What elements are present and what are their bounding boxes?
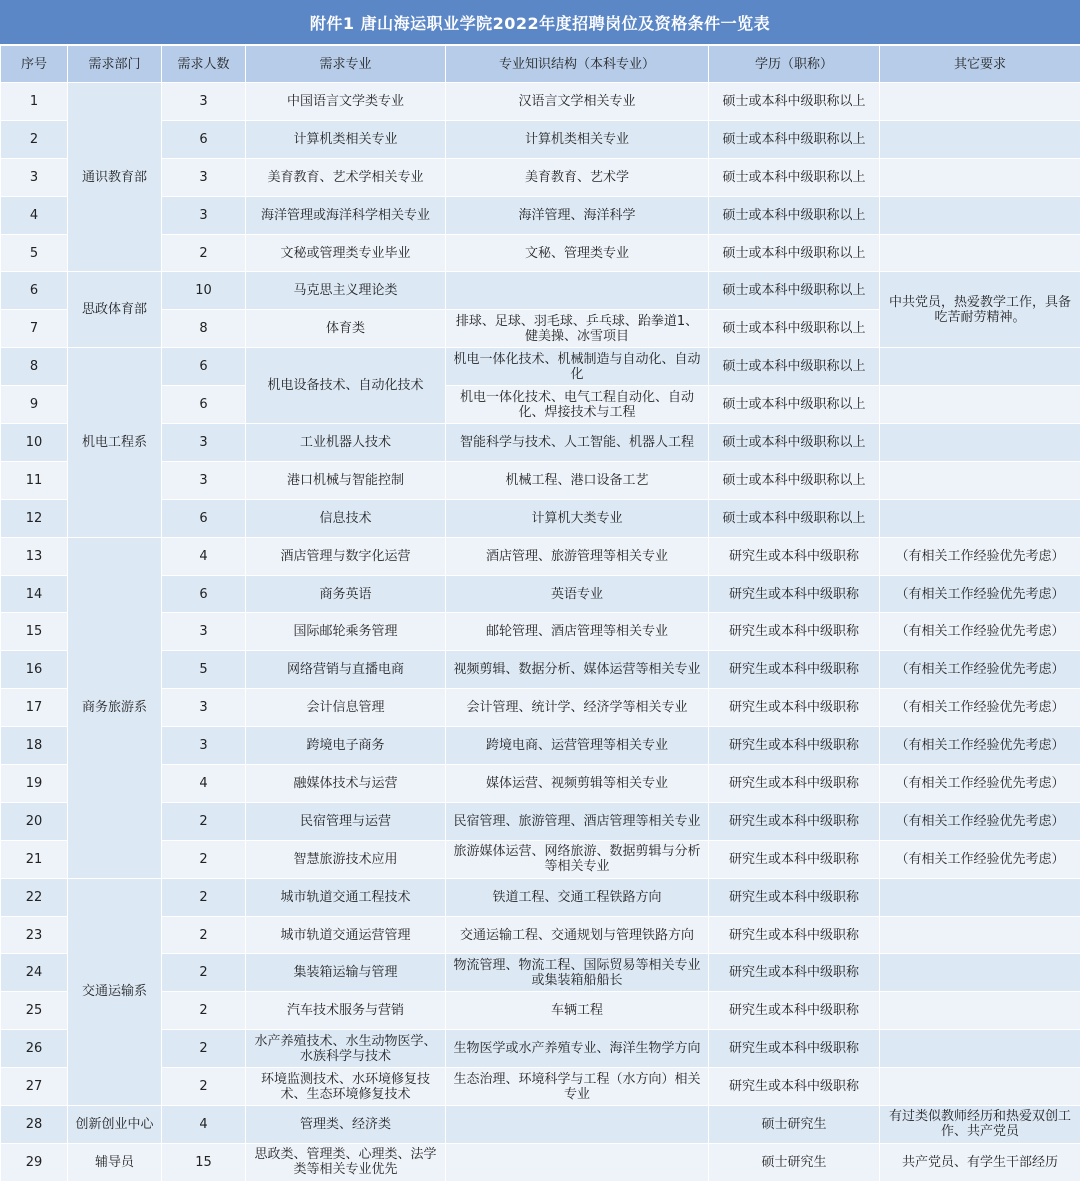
- cell-other: [880, 461, 1080, 499]
- cell-no: 6: [1, 272, 68, 310]
- cell-count: 2: [162, 878, 246, 916]
- cell-other: [880, 158, 1080, 196]
- cell-major: 跨境电子商务: [246, 727, 446, 765]
- table-row: [1, 537, 1080, 575]
- table-row: [1, 992, 1080, 1030]
- cell-count: 3: [162, 158, 246, 196]
- cell-knowledge: 英语专业: [446, 575, 709, 613]
- cell-education: 硕士或本科中级职称以上: [709, 120, 880, 158]
- cell-count: 2: [162, 1068, 246, 1106]
- cell-knowledge: 酒店管理、旅游管理等相关专业: [446, 537, 709, 575]
- cell-major: 信息技术: [246, 499, 446, 537]
- table-row: [1, 840, 1080, 878]
- cell-education: 研究生或本科中级职称: [709, 765, 880, 803]
- cell-count: 3: [162, 727, 246, 765]
- table-row: [1, 196, 1080, 234]
- cell-knowledge: 计算机类相关专业: [446, 120, 709, 158]
- cell-dept: 通识教育部: [68, 83, 162, 272]
- cell-other: （有相关工作经验优先考虑）: [880, 651, 1080, 689]
- cell-knowledge: 民宿管理、旅游管理、酒店管理等相关专业: [446, 802, 709, 840]
- cell-major: 城市轨道交通工程技术: [246, 878, 446, 916]
- cell-major: 酒店管理与数字化运营: [246, 537, 446, 575]
- cell-knowledge: 交通运输工程、交通规划与管理铁路方向: [446, 916, 709, 954]
- cell-count: 3: [162, 689, 246, 727]
- cell-education: 硕士或本科中级职称以上: [709, 424, 880, 462]
- cell-education: 硕士或本科中级职称以上: [709, 83, 880, 121]
- cell-no: 27: [1, 1068, 68, 1106]
- cell-no: 2: [1, 120, 68, 158]
- col-header-other: 其它要求: [880, 46, 1080, 83]
- cell-other: （有相关工作经验优先考虑）: [880, 613, 1080, 651]
- cell-education: 研究生或本科中级职称: [709, 878, 880, 916]
- cell-major: 马克思主义理论类: [246, 272, 446, 310]
- cell-count: 2: [162, 234, 246, 272]
- cell-knowledge: 机电一体化技术、电气工程自动化、自动化、焊接技术与工程: [446, 386, 709, 424]
- table-row: [1, 575, 1080, 613]
- cell-education: 研究生或本科中级职称: [709, 954, 880, 992]
- cell-no: 16: [1, 651, 68, 689]
- cell-count: 2: [162, 954, 246, 992]
- table-row: [1, 386, 1080, 424]
- cell-major: 城市轨道交通运营管理: [246, 916, 446, 954]
- cell-other: （有相关工作经验优先考虑）: [880, 689, 1080, 727]
- cell-knowledge: 海洋管理、海洋科学: [446, 196, 709, 234]
- cell-other: [880, 954, 1080, 992]
- cell-major: 网络营销与直播电商: [246, 651, 446, 689]
- cell-major: 汽车技术服务与营销: [246, 992, 446, 1030]
- cell-education: 硕士或本科中级职称以上: [709, 158, 880, 196]
- cell-dept: 商务旅游系: [68, 537, 162, 878]
- cell-no: 1: [1, 83, 68, 121]
- cell-knowledge: 物流管理、物流工程、国际贸易等相关专业或集装箱船船长: [446, 954, 709, 992]
- cell-other: （有相关工作经验优先考虑）: [880, 575, 1080, 613]
- cell-count: 3: [162, 613, 246, 651]
- cell-major: 智慧旅游技术应用: [246, 840, 446, 878]
- table-title: 附件1 唐山海运职业学院2022年度招聘岗位及资格条件一览表: [0, 0, 1080, 45]
- cell-education: 硕士或本科中级职称以上: [709, 310, 880, 348]
- cell-other: 有过类似教师经历和热爱双创工作、共产党员: [880, 1106, 1080, 1144]
- cell-other: [880, 424, 1080, 462]
- cell-education: 研究生或本科中级职称: [709, 840, 880, 878]
- cell-no: 29: [1, 1143, 68, 1181]
- table-row: [1, 1143, 1080, 1181]
- cell-no: 3: [1, 158, 68, 196]
- cell-no: 28: [1, 1106, 68, 1144]
- cell-other: [880, 499, 1080, 537]
- cell-other: [880, 1030, 1080, 1068]
- cell-major: 美育教育、艺术学相关专业: [246, 158, 446, 196]
- table-row: [1, 689, 1080, 727]
- cell-other: 共产党员、有学生干部经历: [880, 1143, 1080, 1181]
- cell-major: 集装箱运输与管理: [246, 954, 446, 992]
- table-row: [1, 878, 1080, 916]
- cell-count: 6: [162, 386, 246, 424]
- col-header-knowledge: 专业知识结构（本科专业）: [446, 46, 709, 83]
- cell-no: 19: [1, 765, 68, 803]
- cell-knowledge: 排球、足球、羽毛球、乒乓球、跆拳道1、健美操、冰雪项目: [446, 310, 709, 348]
- cell-knowledge: 美育教育、艺术学: [446, 158, 709, 196]
- cell-other: [880, 196, 1080, 234]
- recruitment-table: [0, 45, 1080, 1182]
- cell-knowledge: 机械工程、港口设备工艺: [446, 461, 709, 499]
- cell-no: 22: [1, 878, 68, 916]
- cell-major: 思政类、管理类、心理类、法学类等相关专业优先: [246, 1143, 446, 1181]
- cell-major: 中国语言文学类专业: [246, 83, 446, 121]
- cell-count: 6: [162, 575, 246, 613]
- cell-other: （有相关工作经验优先考虑）: [880, 537, 1080, 575]
- cell-knowledge: 铁道工程、交通工程铁路方向: [446, 878, 709, 916]
- cell-count: 2: [162, 802, 246, 840]
- cell-knowledge: 旅游媒体运营、网络旅游、数据剪辑与分析等相关专业: [446, 840, 709, 878]
- cell-other: [880, 120, 1080, 158]
- cell-major: 港口机械与智能控制: [246, 461, 446, 499]
- cell-other: （有相关工作经验优先考虑）: [880, 765, 1080, 803]
- cell-education: 硕士或本科中级职称以上: [709, 272, 880, 310]
- table-row: [1, 272, 1080, 310]
- cell-major: 融媒体技术与运营: [246, 765, 446, 803]
- cell-education: 研究生或本科中级职称: [709, 916, 880, 954]
- cell-count: 4: [162, 537, 246, 575]
- cell-major: 环境监测技术、水环境修复技术、生态环境修复技术: [246, 1068, 446, 1106]
- cell-no: 25: [1, 992, 68, 1030]
- cell-knowledge: 媒体运营、视频剪辑等相关专业: [446, 765, 709, 803]
- cell-other: [880, 916, 1080, 954]
- cell-major: 国际邮轮乘务管理: [246, 613, 446, 651]
- cell-count: 3: [162, 196, 246, 234]
- cell-major: 商务英语: [246, 575, 446, 613]
- table-row: [1, 954, 1080, 992]
- cell-no: 20: [1, 802, 68, 840]
- table-row: [1, 499, 1080, 537]
- cell-no: 15: [1, 613, 68, 651]
- cell-count: 2: [162, 916, 246, 954]
- cell-other: 中共党员，热爱教学工作，具备吃苦耐劳精神。: [880, 272, 1080, 348]
- cell-dept: 辅导员: [68, 1143, 162, 1181]
- col-header-dept: 需求部门: [68, 46, 162, 83]
- cell-no: 18: [1, 727, 68, 765]
- cell-major: 民宿管理与运营: [246, 802, 446, 840]
- cell-knowledge: 生物医学或水产养殖专业、海洋生物学方向: [446, 1030, 709, 1068]
- col-header-major: 需求专业: [246, 46, 446, 83]
- cell-other: [880, 878, 1080, 916]
- table-row: [1, 613, 1080, 651]
- cell-knowledge: [446, 272, 709, 310]
- table-row: [1, 424, 1080, 462]
- cell-education: 研究生或本科中级职称: [709, 727, 880, 765]
- cell-other: [880, 992, 1080, 1030]
- table-row: [1, 916, 1080, 954]
- cell-education: 硕士或本科中级职称以上: [709, 499, 880, 537]
- cell-count: 15: [162, 1143, 246, 1181]
- cell-count: 6: [162, 348, 246, 386]
- cell-education: 研究生或本科中级职称: [709, 1030, 880, 1068]
- cell-dept: 思政体育部: [68, 272, 162, 348]
- cell-knowledge: 会计管理、统计学、经济学等相关专业: [446, 689, 709, 727]
- cell-education: 研究生或本科中级职称: [709, 689, 880, 727]
- col-header-count: 需求人数: [162, 46, 246, 83]
- table-row: [1, 120, 1080, 158]
- cell-knowledge: 邮轮管理、酒店管理等相关专业: [446, 613, 709, 651]
- cell-no: 7: [1, 310, 68, 348]
- cell-count: 4: [162, 765, 246, 803]
- cell-other: （有相关工作经验优先考虑）: [880, 727, 1080, 765]
- cell-count: 4: [162, 1106, 246, 1144]
- cell-education: 硕士或本科中级职称以上: [709, 461, 880, 499]
- cell-education: 硕士或本科中级职称以上: [709, 196, 880, 234]
- cell-count: 5: [162, 651, 246, 689]
- cell-count: 2: [162, 1030, 246, 1068]
- cell-count: 10: [162, 272, 246, 310]
- table-row: [1, 765, 1080, 803]
- table-row: [1, 727, 1080, 765]
- cell-no: 4: [1, 196, 68, 234]
- cell-no: 10: [1, 424, 68, 462]
- header-row: [1, 46, 1080, 83]
- cell-major: 水产养殖技术、水生动物医学、水族科学与技术: [246, 1030, 446, 1068]
- cell-knowledge: 汉语言文学相关专业: [446, 83, 709, 121]
- cell-no: 26: [1, 1030, 68, 1068]
- cell-count: 8: [162, 310, 246, 348]
- cell-knowledge: 机电一体化技术、机械制造与自动化、自动化: [446, 348, 709, 386]
- cell-education: 研究生或本科中级职称: [709, 537, 880, 575]
- cell-other: [880, 386, 1080, 424]
- cell-education: 研究生或本科中级职称: [709, 575, 880, 613]
- cell-education: 硕士或本科中级职称以上: [709, 386, 880, 424]
- cell-major: 体育类: [246, 310, 446, 348]
- table-row: [1, 348, 1080, 386]
- cell-other: [880, 234, 1080, 272]
- cell-count: 6: [162, 120, 246, 158]
- cell-count: 3: [162, 83, 246, 121]
- cell-knowledge: 生态治理、环境科学与工程（水方向）相关专业: [446, 1068, 709, 1106]
- table-row: [1, 83, 1080, 121]
- cell-knowledge: 文秘、管理类专业: [446, 234, 709, 272]
- cell-education: 研究生或本科中级职称: [709, 992, 880, 1030]
- table-row: [1, 1068, 1080, 1106]
- cell-other: （有相关工作经验优先考虑）: [880, 840, 1080, 878]
- cell-education: 硕士研究生: [709, 1106, 880, 1144]
- cell-major: 海洋管理或海洋科学相关专业: [246, 196, 446, 234]
- cell-major: 管理类、经济类: [246, 1106, 446, 1144]
- cell-knowledge: [446, 1106, 709, 1144]
- cell-education: 研究生或本科中级职称: [709, 1068, 880, 1106]
- cell-no: 23: [1, 916, 68, 954]
- cell-dept: 交通运输系: [68, 878, 162, 1105]
- table-row: [1, 1030, 1080, 1068]
- cell-other: [880, 1068, 1080, 1106]
- cell-no: 11: [1, 461, 68, 499]
- cell-no: 8: [1, 348, 68, 386]
- cell-no: 12: [1, 499, 68, 537]
- cell-no: 13: [1, 537, 68, 575]
- cell-education: 硕士或本科中级职称以上: [709, 348, 880, 386]
- cell-major: 文秘或管理类专业毕业: [246, 234, 446, 272]
- cell-major: 会计信息管理: [246, 689, 446, 727]
- cell-no: 14: [1, 575, 68, 613]
- cell-count: 3: [162, 461, 246, 499]
- cell-education: 硕士研究生: [709, 1143, 880, 1181]
- cell-knowledge: 跨境电商、运营管理等相关专业: [446, 727, 709, 765]
- cell-knowledge: 计算机大类专业: [446, 499, 709, 537]
- cell-knowledge: [446, 1143, 709, 1181]
- cell-major: 计算机类相关专业: [246, 120, 446, 158]
- cell-other: [880, 83, 1080, 121]
- table-row: [1, 158, 1080, 196]
- cell-major: 工业机器人技术: [246, 424, 446, 462]
- cell-knowledge: 视频剪辑、数据分析、媒体运营等相关专业: [446, 651, 709, 689]
- cell-dept: 机电工程系: [68, 348, 162, 537]
- cell-education: 研究生或本科中级职称: [709, 802, 880, 840]
- cell-education: 研究生或本科中级职称: [709, 651, 880, 689]
- cell-major: 机电设备技术、自动化技术: [246, 348, 446, 424]
- cell-knowledge: 智能科学与技术、人工智能、机器人工程: [446, 424, 709, 462]
- cell-count: 2: [162, 992, 246, 1030]
- cell-no: 9: [1, 386, 68, 424]
- cell-count: 3: [162, 424, 246, 462]
- table-row: [1, 651, 1080, 689]
- col-header-education: 学历（职称）: [709, 46, 880, 83]
- cell-count: 6: [162, 499, 246, 537]
- cell-other: （有相关工作经验优先考虑）: [880, 802, 1080, 840]
- cell-other: [880, 348, 1080, 386]
- table-row: [1, 1106, 1080, 1144]
- cell-no: 5: [1, 234, 68, 272]
- table-row: [1, 802, 1080, 840]
- cell-no: 17: [1, 689, 68, 727]
- cell-count: 2: [162, 840, 246, 878]
- col-header-no: 序号: [1, 46, 68, 83]
- cell-education: 硕士或本科中级职称以上: [709, 234, 880, 272]
- cell-dept: 创新创业中心: [68, 1106, 162, 1144]
- cell-education: 研究生或本科中级职称: [709, 613, 880, 651]
- table-row: [1, 461, 1080, 499]
- cell-knowledge: 车辆工程: [446, 992, 709, 1030]
- table-row: [1, 234, 1080, 272]
- cell-no: 21: [1, 840, 68, 878]
- cell-no: 24: [1, 954, 68, 992]
